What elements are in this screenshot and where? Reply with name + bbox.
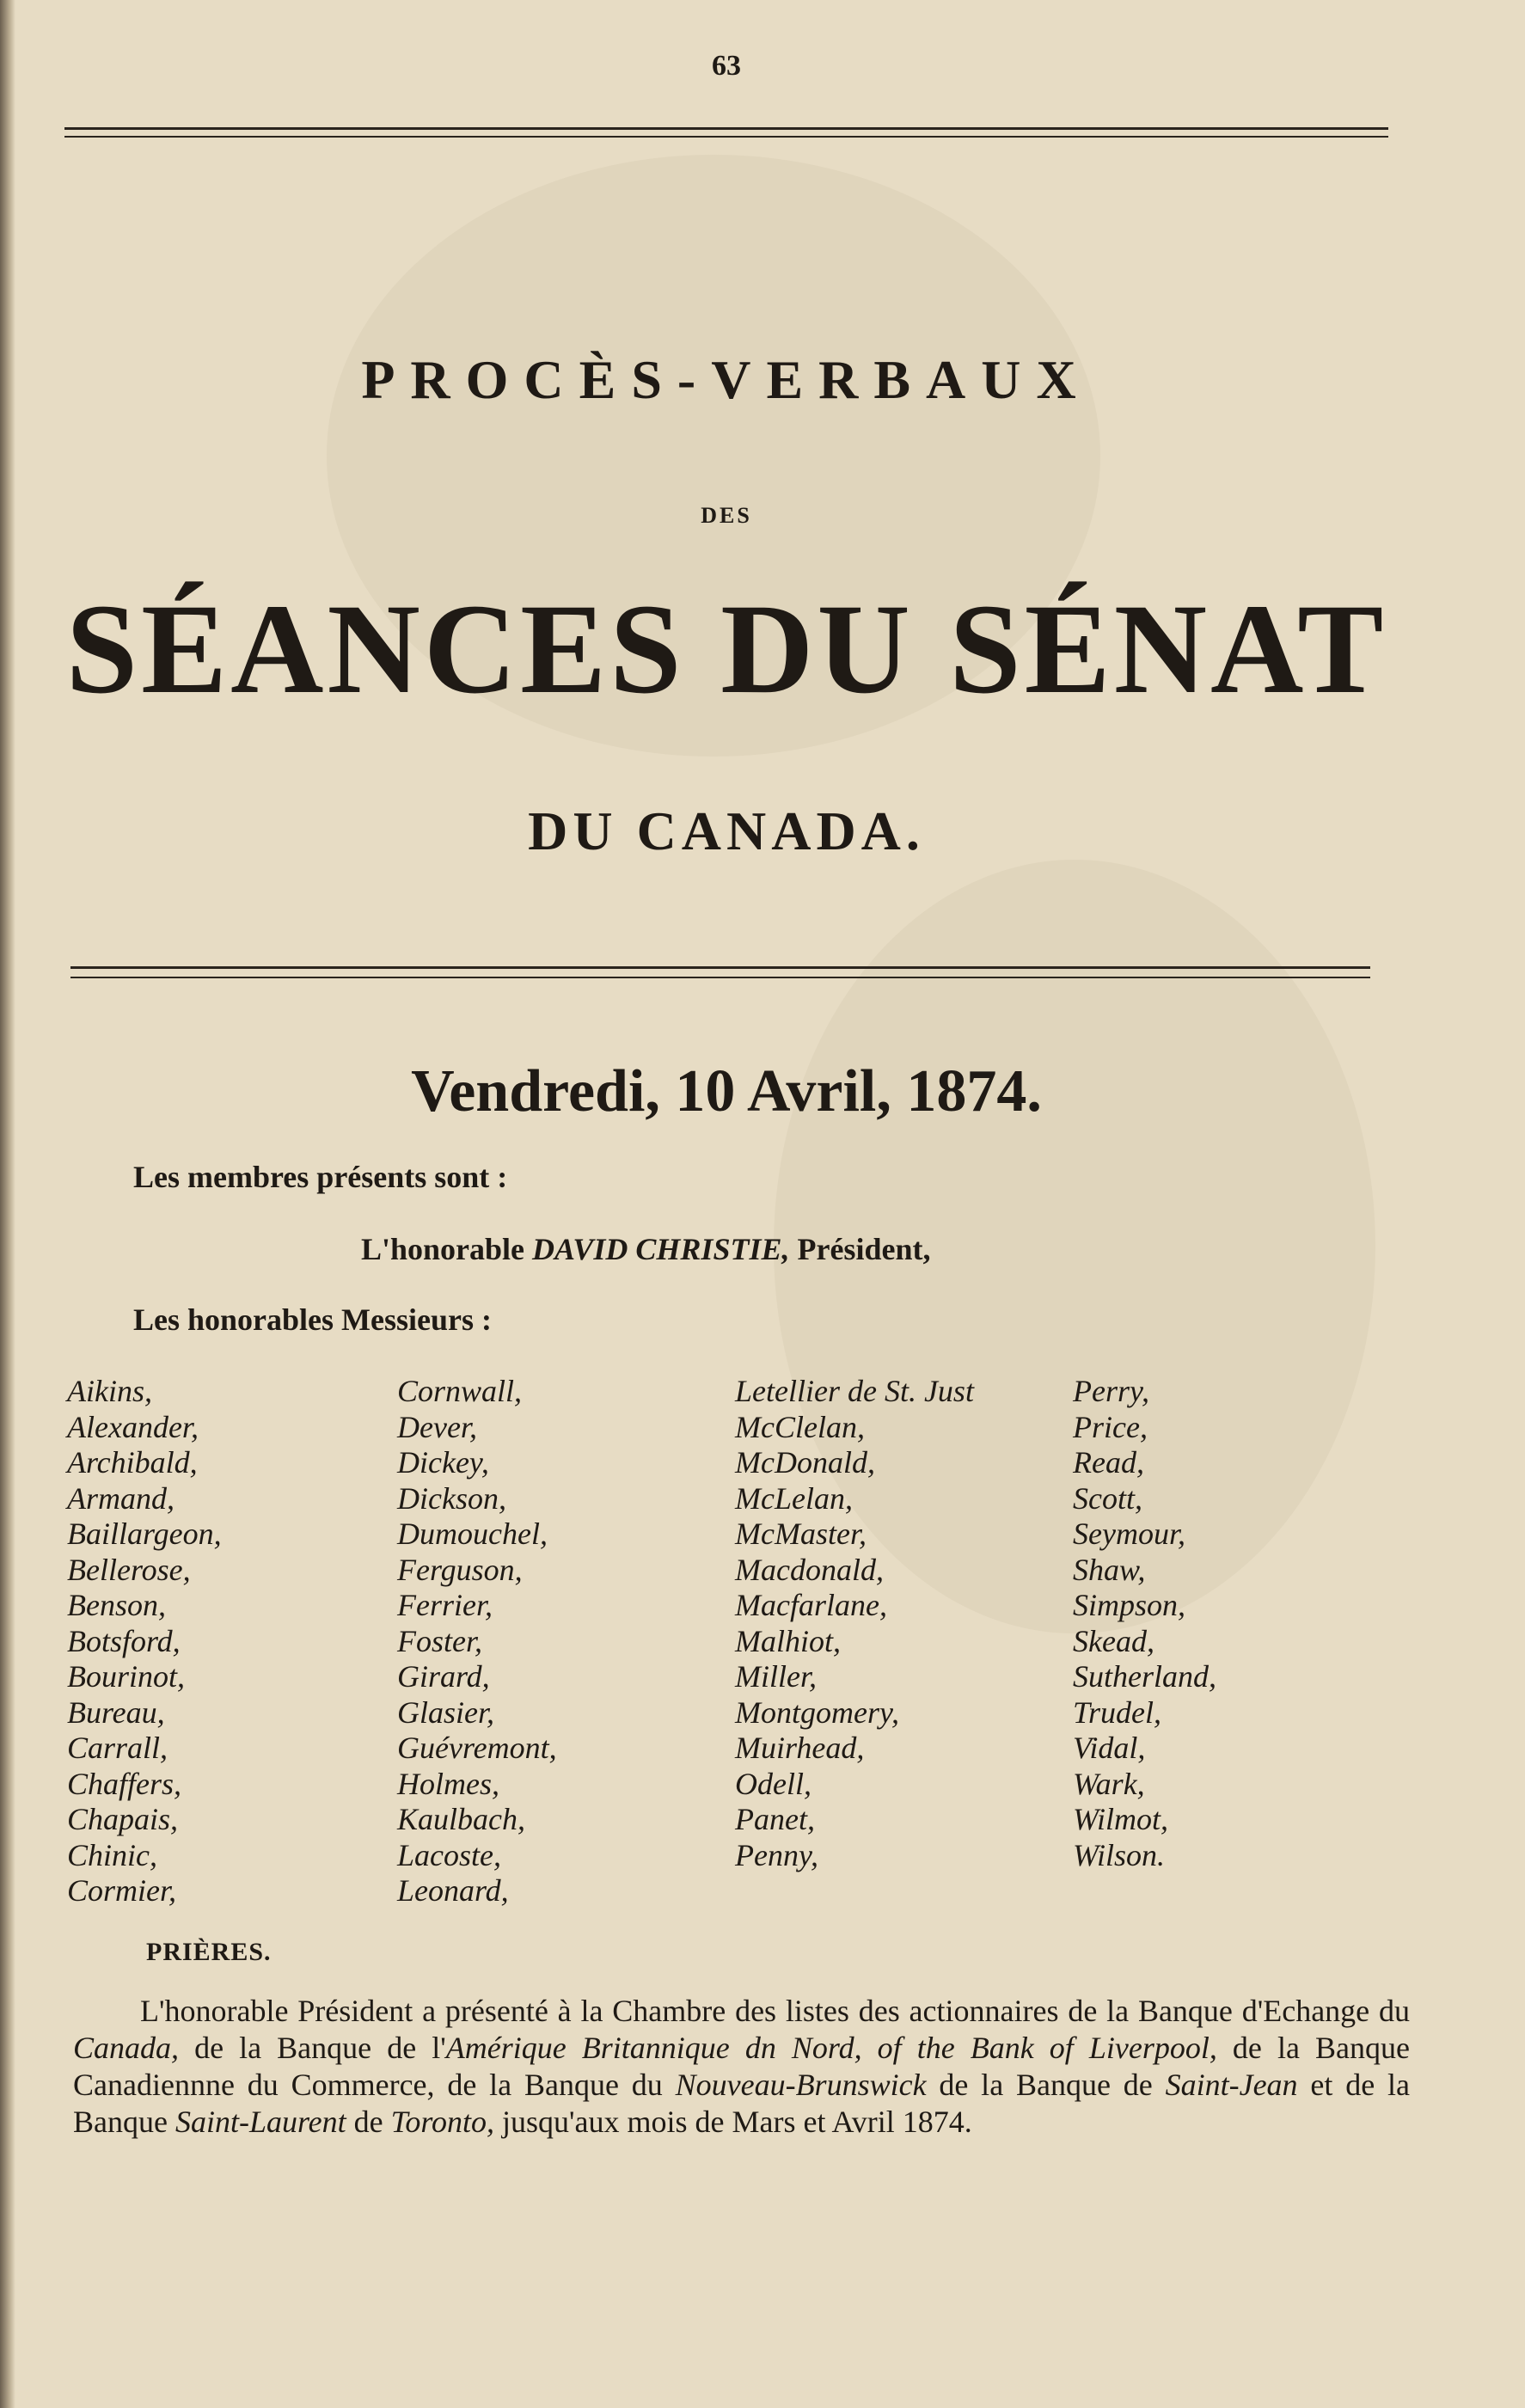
senator-name: Seymour, <box>1073 1516 1185 1551</box>
senator-name: Price, <box>1073 1409 1148 1444</box>
senator-name: Botsford, <box>67 1623 181 1658</box>
body-paragraph <box>73 1993 1410 2141</box>
senator-name: Macdonald, <box>735 1552 884 1587</box>
title-seances-du-senat: SÉANCES DU SÉNAT <box>65 578 1387 720</box>
paragraph-italic: Nouveau-Brunswick <box>675 2068 927 2102</box>
senator-name: Ferguson, <box>397 1552 523 1587</box>
senator-name: Foster, <box>397 1623 482 1658</box>
senator-name: Leonard, <box>397 1873 509 1908</box>
paragraph-italic: Toronto, <box>390 2105 495 2139</box>
senator-column-4 <box>1073 1374 1216 1873</box>
senator-name: Dever, <box>397 1409 477 1444</box>
president-line <box>361 1231 930 1267</box>
senator-name: Girard, <box>397 1659 490 1694</box>
senator-column-3 <box>735 1374 974 1873</box>
senator-name: Penny, <box>735 1837 818 1872</box>
senator-name: Archibald, <box>67 1445 198 1480</box>
senator-name: Cormier, <box>67 1873 177 1908</box>
senator-name: Holmes, <box>397 1766 499 1801</box>
senator-name: Dickey, <box>397 1445 489 1480</box>
members-label: Les membres présents sont : <box>133 1160 508 1194</box>
senator-name: Letellier de St. Just <box>735 1374 974 1408</box>
senator-name: Alexander, <box>67 1409 199 1444</box>
senator-name: Macfarlane, <box>735 1588 887 1622</box>
senator-name: Malhiot, <box>735 1623 841 1658</box>
senator-name: Panet, <box>735 1802 815 1836</box>
title-proces-verbaux: PROCÈS-VERBAUX <box>361 349 1092 410</box>
senator-name: Scott, <box>1073 1480 1142 1516</box>
senator-name: Cornwall, <box>397 1374 523 1408</box>
senator-name: Armand, <box>67 1480 175 1516</box>
honorables-label: Les honorables Messieurs : <box>133 1302 492 1337</box>
senator-name: Chapais, <box>67 1802 179 1836</box>
senator-name: Skead, <box>1073 1623 1154 1658</box>
senator-name: Chinic, <box>67 1837 157 1872</box>
header-rule <box>64 127 1388 130</box>
senator-name: Montgomery, <box>735 1694 899 1730</box>
paragraph-italic: Saint-Laurent <box>175 2105 346 2139</box>
prieres-heading: PRIÈRES. <box>146 1938 272 1966</box>
senator-column-2 <box>397 1374 557 1909</box>
paragraph-text: L'honorable Président a présenté à la Chambre des listes des actionnaires de la Banque d'Echange du <box>140 1994 1410 2028</box>
paragraph-text: de la Banque Canadiennne du Commerce, de la Banque du <box>73 2031 1410 2102</box>
senator-name: Lacoste, <box>397 1837 501 1872</box>
title-des: DES <box>701 503 752 528</box>
sitting-date: Vendredi, 10 Avril, 1874. <box>411 1058 1042 1124</box>
paragraph-text: de la Banque de <box>926 2068 1166 2102</box>
header-rule <box>64 136 1388 138</box>
paragraph-italic: Amérique Britannique dn Nord, of the Bank of Liverpool, <box>445 2031 1217 2065</box>
senator-name: Dumouchel, <box>397 1516 548 1551</box>
title-du-canada: DU CANADA. <box>528 800 925 861</box>
senator-name: McClelan, <box>735 1409 865 1444</box>
title-rule <box>70 977 1370 978</box>
paragraph-text: de <box>346 2105 391 2139</box>
senator-name: Vidal, <box>1073 1731 1146 1765</box>
title-rule <box>70 966 1370 969</box>
president-title: Président, <box>797 1232 931 1266</box>
senator-name: Sutherland, <box>1073 1659 1216 1694</box>
senator-name: Baillargeon, <box>67 1516 222 1551</box>
paragraph-text: de la Banque de l' <box>179 2031 446 2065</box>
senator-name: Wilson. <box>1073 1837 1166 1872</box>
senator-name: Ferrier, <box>397 1588 493 1622</box>
president-prefix: L'honorable <box>361 1232 525 1266</box>
senator-name: McDonald, <box>735 1445 875 1480</box>
page-number: 63 <box>712 50 741 82</box>
senator-name: Benson, <box>67 1588 166 1622</box>
senator-name: Miller, <box>735 1659 817 1694</box>
senator-name: Bellerose, <box>67 1552 191 1587</box>
senator-column-1 <box>67 1374 222 1909</box>
paragraph-italic: Canada, <box>73 2031 180 2065</box>
senator-name: McLelan, <box>735 1480 853 1516</box>
senator-name: Kaulbach, <box>397 1802 525 1836</box>
senator-name: Carrall, <box>67 1731 168 1765</box>
senator-name: Wark, <box>1073 1766 1145 1801</box>
senator-name: Read, <box>1073 1445 1144 1480</box>
senator-name: Chaffers, <box>67 1766 182 1801</box>
senator-name: Simpson, <box>1073 1588 1186 1622</box>
senator-name: Odell, <box>735 1766 811 1801</box>
senator-name: Dickson, <box>397 1480 506 1516</box>
senator-name: Bureau, <box>67 1694 165 1730</box>
senator-name: Shaw, <box>1073 1552 1146 1587</box>
senator-name: McMaster, <box>735 1516 867 1551</box>
paragraph-text: jusqu'aux mois de Mars et Avril 1874. <box>494 2105 972 2139</box>
president-name: DAVID CHRISTIE, <box>532 1232 790 1266</box>
senator-name: Wilmot, <box>1073 1802 1169 1836</box>
senator-name: Guévremont, <box>397 1731 557 1765</box>
senator-name: Bourinot, <box>67 1659 186 1694</box>
paragraph-text: et de la Banque <box>73 2068 1410 2139</box>
senator-name: Glasier, <box>397 1694 495 1730</box>
paragraph-italic: Saint-Jean <box>1165 2068 1298 2102</box>
senator-name: Muirhead, <box>735 1731 865 1765</box>
senator-name: Trudel, <box>1073 1694 1162 1730</box>
senator-name: Aikins, <box>67 1374 152 1408</box>
senator-name: Perry, <box>1073 1374 1149 1408</box>
